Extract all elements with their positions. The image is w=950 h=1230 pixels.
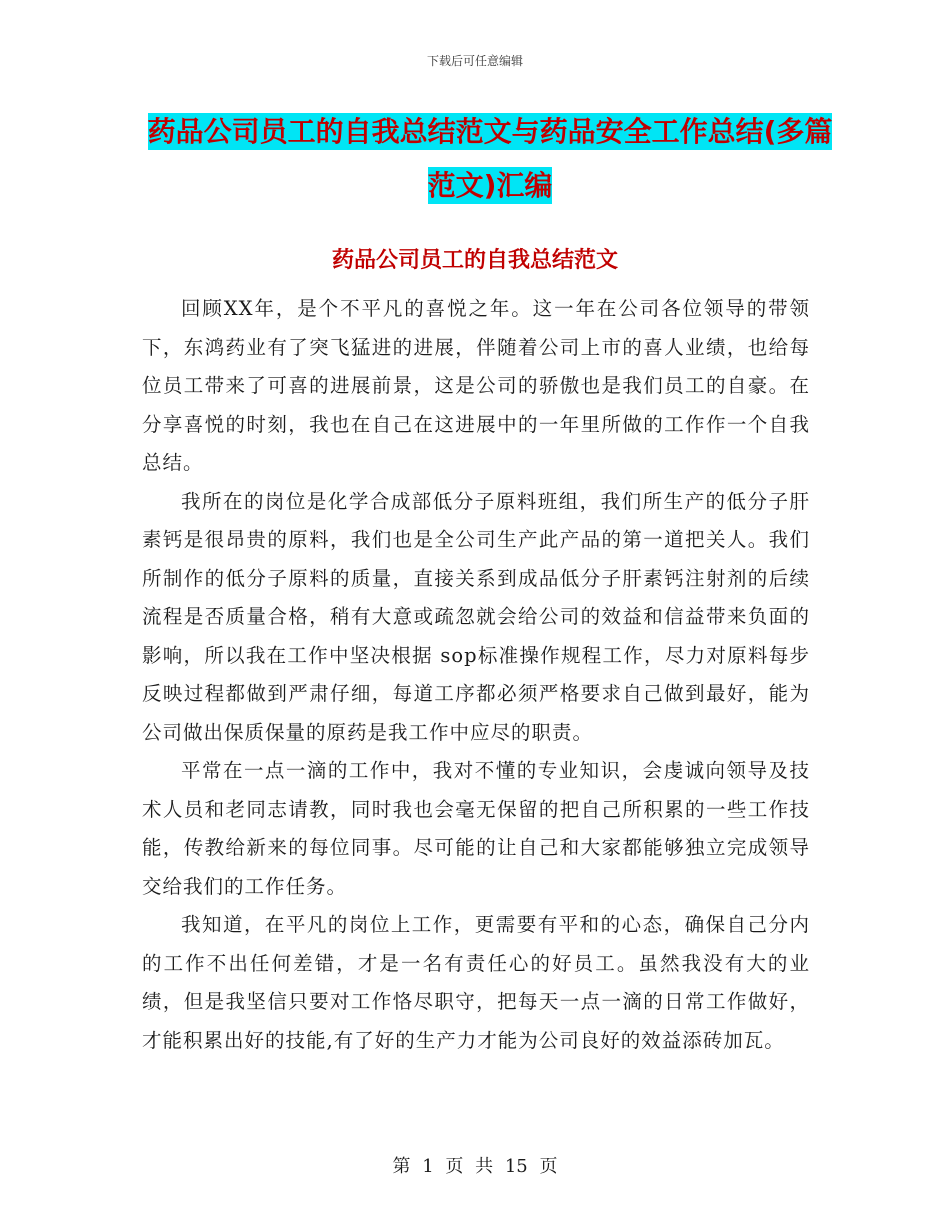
paragraph: 回顾XX年，是个不平凡的喜悦之年。这一年在公司各位领导的带领下，东鸿药业有了突飞猛进的进展，伴随着公司上市的喜人业绩，也给每位员工带来了可喜的进展前景，这是公司的骄傲也是我们员工的自豪。在分享喜悦的时刻，我也在自己在这进展中的一年里所做的工作作一个自我总结。 [142,297,810,474]
page-number: 第 1 页 共 15 页 [392,1156,558,1177]
document-title [140,105,840,213]
section-title: 药品公司员工的自我总结范文 [331,248,618,273]
paragraph: 我知道，在平凡的岗位上工作，更需要有平和的心态，确保自己分内的工作不出任何差错，才是一名有责任心的好员工。虽然我没有大的业绩，但是我坚信只要对工作恪尽职守，把每天一点一滴的日常工作做好，才能积累出好的技能,有了好的生产力才能为公司良好的效益添砖加瓦。 [142,913,810,1052]
header-note: 下载后可任意编辑 [426,54,523,68]
document-body [142,290,810,1060]
document-title-text: 药品公司员工的自我总结范文与药品安全工作总结(多篇范文)汇编 [147,115,833,202]
paragraph: 平常在一点一滴的工作中，我对不懂的专业知识，会虔诚向领导及技术人员和老同志请教，同时我也会毫无保留的把自己所积累的一些工作技能，传教给新来的每位同事。尽可能的让自己和大家都能够独立完成领导交给我们的工作任务。 [142,759,810,898]
paragraph: 我所在的岗位是化学合成部低分子原料班组，我们所生产的低分子肝素钙是很昂贵的原料，我们也是全公司生产此产品的第一道把关人。我们所制作的低分子原料的质量，直接关系到成品低分子肝素钙注射剂的后续流程是否质量合格，稍有大意或疏忽就会给公司的效益和信益带来负面的影响，所以我在工作中坚决根据 sop标准操作规程工作，尽力对原料每步反映过程都做到严肃仔细，每道工序都必须严格要求自己做到最好，能为公司做出保质保量的原药是我工作中应尽的职责。 [142,489,810,744]
